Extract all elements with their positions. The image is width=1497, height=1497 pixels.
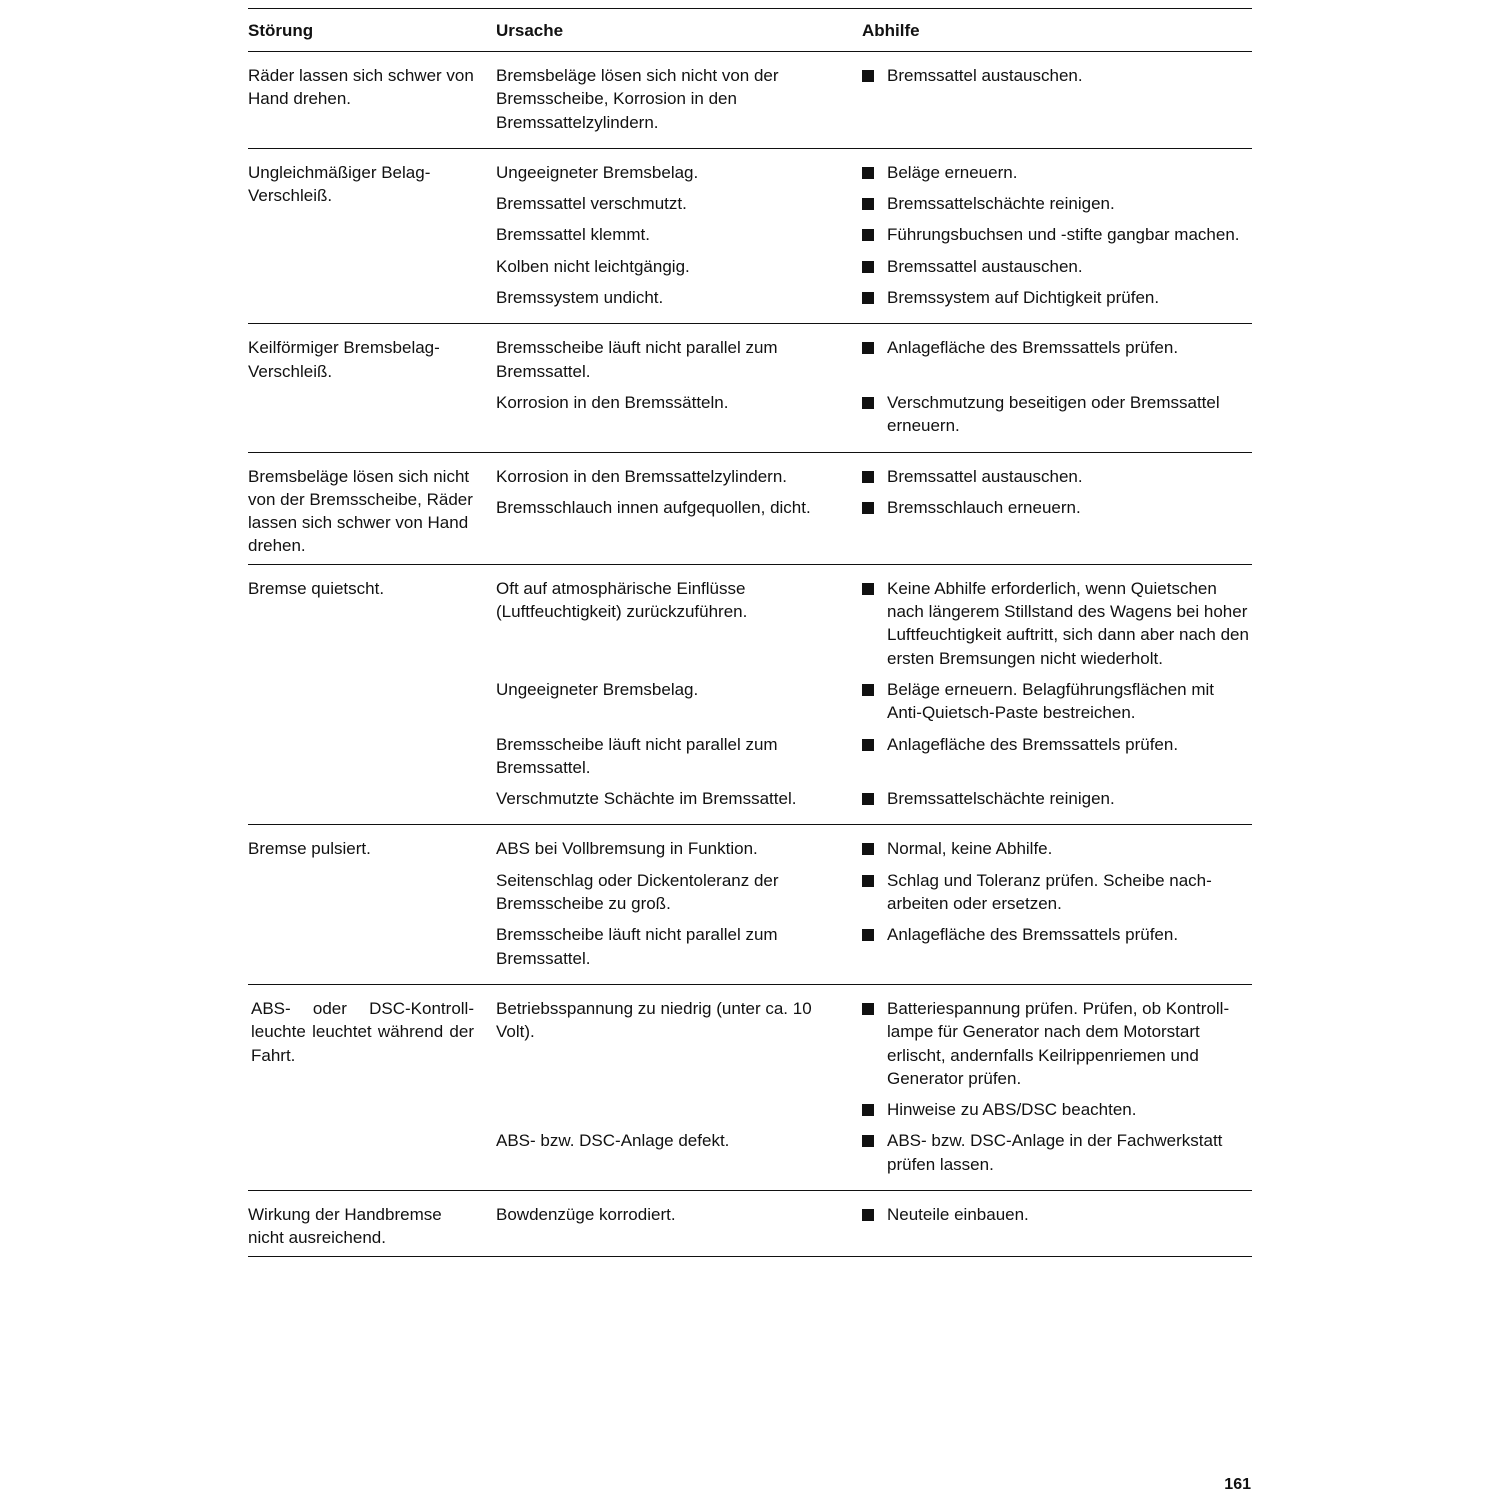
remedy-text: Bremssattel austauschen. (887, 256, 1083, 276)
remedy-text: Anlagefläche des Bremssattels prüfen. (887, 925, 1179, 945)
table-row-group (248, 565, 1252, 826)
cause-cell: Bremssattel klemmt. (496, 225, 650, 245)
cause-cell: Bremsscheibe läuft nicht parallel zum Bremssattel. (496, 925, 778, 968)
cause-remedy-pair (496, 577, 1252, 670)
square-bullet-icon (862, 292, 874, 304)
troubleshooting-table (248, 8, 1252, 1257)
fault-cell: Ungleichmäßiger Belag-Verschleiß. (248, 162, 431, 206)
cause-cell: Bremssystem undicht. (496, 288, 664, 308)
cause-remedy-pair (496, 255, 1252, 278)
cause-cell: Kolben nicht leichtgängig. (496, 256, 690, 276)
remedy-item (862, 923, 1252, 946)
square-bullet-icon (862, 70, 874, 82)
fault-cell: ABS- oder DSC-Kontroll-leuchte leuchtet während der Fahrt. (251, 998, 474, 1065)
remedy-text: Batteriespannung prüfen. Prüfen, ob Kontroll-lampe für Generator nach dem Motorstart erlischt, andernfalls Keilrippenriemen und Generator prüfen. (887, 998, 1230, 1088)
page-number: 161 (1224, 1476, 1251, 1493)
remedy-item (862, 1129, 1252, 1176)
remedy-item (862, 1098, 1252, 1121)
square-bullet-icon (862, 583, 874, 595)
square-bullet-icon (862, 1209, 874, 1221)
cause-remedy-pair (496, 923, 1252, 970)
square-bullet-icon (862, 1135, 874, 1147)
remedy-text: Bremssattelschächte reinigen. (887, 789, 1115, 809)
remedy-item (862, 869, 1252, 916)
cause-cell: Seitenschlag oder Dickentoleranz der Bremsscheibe zu groß. (496, 870, 779, 914)
remedy-item (862, 192, 1252, 215)
cause-cell: Korrosion in den Bremssattelzylindern. (496, 466, 788, 486)
cause-remedy-pair (496, 1129, 1252, 1176)
cause-remedy-pair (496, 336, 1252, 383)
remedy-item (862, 577, 1252, 670)
remedy-text: Neuteile einbauen. (887, 1204, 1029, 1224)
fault-cell: Bremse quietscht. (248, 578, 385, 598)
cause-cell: Verschmutzte Schächte im Bremssattel. (496, 789, 797, 809)
remedy-text: Bremssystem auf Dichtigkeit prüfen. (887, 288, 1160, 308)
cause-remedy-pair (496, 678, 1252, 725)
square-bullet-icon (862, 1003, 874, 1015)
cause-remedy-pair (496, 869, 1252, 916)
cause-cell: Bowdenzüge korrodiert. (496, 1204, 676, 1224)
cause-cell: Bremsscheibe läuft nicht parallel zum Bremssattel. (496, 734, 778, 777)
remedy-text: Verschmutzung beseitigen oder Bremssattel erneuern. (887, 392, 1220, 436)
table-row-group (248, 453, 1252, 565)
remedy-item (862, 336, 1252, 359)
square-bullet-icon (862, 684, 874, 696)
square-bullet-icon (862, 342, 874, 354)
remedy-text: Normal, keine Abhilfe. (887, 839, 1053, 859)
remedy-text: Bremsschlauch erneuern. (887, 497, 1081, 517)
header-remedy: Abhilfe (862, 21, 920, 40)
cause-remedy-pair (496, 837, 1252, 860)
remedy-item (862, 997, 1252, 1090)
cause-remedy-pair (496, 223, 1252, 246)
square-bullet-icon (862, 167, 874, 179)
table-row-group (248, 324, 1252, 452)
cause-cell: Korrosion in den Bremssätteln. (496, 392, 729, 412)
remedy-item (862, 496, 1252, 519)
square-bullet-icon (862, 1104, 874, 1116)
square-bullet-icon (862, 843, 874, 855)
remedy-item (862, 64, 1252, 87)
cause-remedy-pair (496, 161, 1252, 184)
cause-cell: ABS- bzw. DSC-Anlage defekt. (496, 1131, 730, 1151)
square-bullet-icon (862, 471, 874, 483)
table-header (248, 9, 1252, 52)
cause-cell: Bremsbeläge lösen sich nicht von der Bremsscheibe, Korrosion in den Bremssattelzylindern. (496, 66, 779, 132)
cause-remedy-pair (496, 391, 1252, 438)
cause-remedy-pair (496, 733, 1252, 780)
square-bullet-icon (862, 793, 874, 805)
fault-cell: Bremsbeläge lösen sich nicht von der Bremsscheibe, Räder lassen sich schwer von Hand drehen. (248, 466, 473, 556)
remedy-text: Keine Abhilfe erforderlich, wenn Quietschen nach längerem Stillstand des Wagens bei hoher Luftfeuchtigkeit auftritt, sich dann aber nach den ersten Bremsungen nicht wiederholt. (887, 578, 1249, 668)
table-row-group (248, 1191, 1252, 1257)
remedy-item (862, 787, 1252, 810)
cause-remedy-pair (496, 192, 1252, 215)
cause-remedy-pair (496, 465, 1252, 488)
cause-remedy-pair (496, 787, 1252, 810)
cause-cell: Betriebsspannung zu niedrig (unter ca. 10 Volt). (496, 998, 812, 1042)
remedy-text: Bremssattelschächte reinigen. (887, 194, 1115, 214)
remedy-item (862, 678, 1252, 725)
remedy-text: Beläge erneuern. Belagführungsflächen mit Anti-Quietsch-Paste bestreichen. (887, 679, 1214, 723)
fault-cell: Keilförmiger Bremsbelag-Verschleiß. (248, 338, 440, 381)
cause-cell: Ungeeigneter Bremsbelag. (496, 162, 699, 182)
table-row-group (248, 149, 1252, 324)
square-bullet-icon (862, 739, 874, 751)
square-bullet-icon (862, 261, 874, 273)
remedy-text: Bremssattel austauschen. (887, 466, 1083, 486)
table-row-group (248, 825, 1252, 984)
square-bullet-icon (862, 229, 874, 241)
fault-cell: Räder lassen sich schwer von Hand drehen. (248, 66, 474, 109)
remedy-item (862, 733, 1252, 756)
square-bullet-icon (862, 198, 874, 210)
remedy-text: Anlagefläche des Bremssattels prüfen. (887, 734, 1179, 754)
cause-cell: ABS bei Vollbremsung in Funktion. (496, 839, 758, 859)
cause-cell: Oft auf atmosphärische Einflüsse (Luftfeuchtigkeit) zurückzuführen. (496, 578, 748, 622)
remedy-text: Anlagefläche des Bremssattels prüfen. (887, 338, 1179, 358)
cause-remedy-pair (496, 1203, 1252, 1226)
remedy-item (862, 465, 1252, 488)
remedy-text: Führungsbuchsen und -stifte gangbar machen. (887, 225, 1240, 245)
remedy-text: Bremssattel austauschen. (887, 66, 1083, 85)
header-cause: Ursache (496, 21, 564, 40)
cause-cell: Ungeeigneter Bremsbelag. (496, 679, 699, 699)
remedy-text: Beläge erneuern. (887, 162, 1018, 182)
header-fault: Störung (248, 21, 314, 40)
square-bullet-icon (862, 502, 874, 514)
square-bullet-icon (862, 875, 874, 887)
remedy-item (862, 1203, 1252, 1226)
square-bullet-icon (862, 929, 874, 941)
fault-cell: Bremse pulsiert. (248, 839, 371, 859)
cause-remedy-pair (496, 997, 1252, 1121)
remedy-text: Hinweise zu ABS/DSC beachten. (887, 1100, 1137, 1120)
cause-remedy-pair (496, 64, 1252, 134)
remedy-item (862, 286, 1252, 309)
table-row-group (248, 985, 1252, 1191)
fault-cell: Wirkung der Handbremse nicht ausreichend. (248, 1204, 442, 1248)
cause-cell: Bremsscheibe läuft nicht parallel zum Bremssattel. (496, 338, 778, 381)
table-row-group (248, 52, 1252, 149)
remedy-item (862, 161, 1252, 184)
cause-remedy-pair (496, 286, 1252, 309)
remedy-text: ABS- bzw. DSC-Anlage in der Fachwerkstatt prüfen lassen. (887, 1131, 1223, 1174)
cause-cell: Bremsschlauch innen aufgequollen, dicht. (496, 497, 811, 517)
cause-remedy-pair (496, 496, 1252, 519)
square-bullet-icon (862, 397, 874, 409)
remedy-item (862, 255, 1252, 278)
remedy-text: Schlag und Toleranz prüfen. Scheibe nach-arbeiten oder ersetzen. (887, 870, 1212, 914)
remedy-item (862, 391, 1252, 438)
remedy-item (862, 837, 1252, 860)
cause-cell: Bremssattel verschmutzt. (496, 194, 687, 214)
remedy-item (862, 223, 1252, 246)
